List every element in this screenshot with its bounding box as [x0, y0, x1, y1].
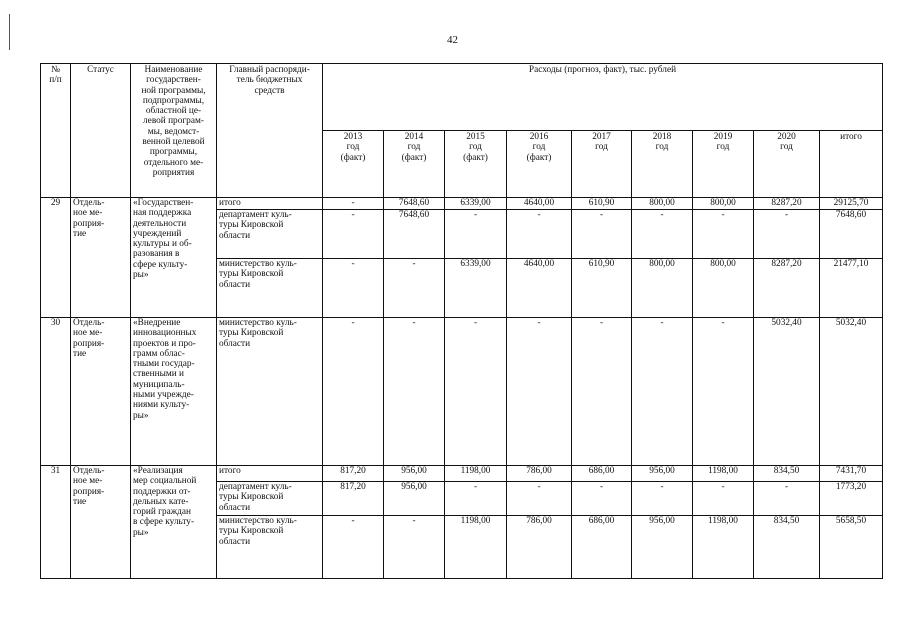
header-year-3: 2015 год (факт) — [463, 132, 488, 163]
header-budget-holder: Главный распоряди- тель бюджетных средств — [229, 65, 310, 96]
expense-value: - — [721, 482, 725, 492]
expense-value: - — [351, 318, 355, 328]
expense-value: - — [660, 482, 664, 492]
row-status: Отдель- ное ме- роприя- тие — [73, 198, 105, 239]
expense-value: 5658,50 — [835, 516, 867, 526]
expense-value: 956,00 — [649, 466, 675, 476]
header-year-1: 2013 год (факт) — [340, 132, 366, 163]
expense-value: 956,00 — [401, 466, 427, 476]
expense-value: 800,00 — [710, 259, 736, 269]
budget-holder: министерство куль- туры Кировской области — [219, 318, 297, 349]
expense-value: 4640,00 — [523, 198, 555, 208]
expense-value: 29125,70 — [833, 198, 869, 208]
expense-value: - — [351, 259, 355, 269]
expense-value: 786,00 — [526, 516, 552, 526]
row-program-name: «Внедрение инновационных проектов и про- грамм облас- тными государ- ственными и муниципаль- ными учрежде- ниями культу- ры» — [133, 318, 197, 421]
expense-value: 6339,00 — [460, 198, 491, 208]
header-year-2: 2014 год (факт) — [401, 132, 427, 163]
expense-value: 1773,20 — [835, 482, 867, 492]
expense-value: 8287,20 — [771, 259, 802, 269]
table-border-top — [40, 63, 883, 64]
expense-value: 800,00 — [649, 259, 675, 269]
expense-value: 956,00 — [401, 482, 427, 492]
expense-value: - — [351, 516, 355, 526]
expense-value: - — [537, 318, 541, 328]
row-status: Отдель- ное ме- роприя- тие — [73, 466, 105, 507]
expense-value: 1198,00 — [460, 466, 491, 476]
row-status: Отдель- ное ме- роприя- тие — [73, 318, 105, 359]
expense-value: 7648,60 — [835, 210, 867, 220]
budget-holder: министерство куль- туры Кировской области — [219, 516, 297, 547]
expense-value: 610,90 — [588, 259, 615, 269]
expense-value: - — [351, 198, 355, 208]
expense-value: - — [599, 210, 604, 220]
expense-value: - — [473, 482, 478, 492]
expense-value: 7648,60 — [398, 198, 430, 208]
row-separator — [40, 578, 882, 579]
expense-value: 5032,40 — [771, 318, 802, 328]
header-status: Статус — [87, 65, 114, 75]
expense-value: 800,00 — [710, 198, 736, 208]
expense-value: - — [599, 318, 604, 328]
header-expenses: Расходы (прогноз, факт), тыс. рублей — [528, 65, 677, 75]
expense-value: 834,50 — [773, 516, 800, 526]
expense-value: - — [721, 318, 725, 328]
expense-value: 7431,70 — [835, 466, 867, 476]
budget-holder: итого — [219, 198, 241, 208]
budget-holder: департамент куль- туры Кировской области — [219, 210, 292, 241]
budget-holder: итого — [219, 466, 241, 476]
expense-value: 1198,00 — [708, 466, 738, 476]
row-program-name: «Государствен- ная поддержка деятельности учреждений культуры и об- разования в сфере культу- ры» — [133, 198, 194, 281]
header-number: № п/п — [49, 65, 62, 86]
expense-value: 834,50 — [773, 466, 800, 476]
expense-value: 8287,20 — [771, 198, 802, 208]
row-program-name: «Реализация мер социальной поддержки от- дельных кате- горий граждан в сфере культу- ры» — [133, 466, 197, 538]
expense-value: 21477,10 — [833, 259, 869, 269]
header-year-divider — [322, 130, 882, 131]
expense-value: 6339,00 — [460, 259, 491, 269]
row-number: 30 — [50, 318, 61, 328]
budget-holder: департамент куль- туры Кировской области — [219, 482, 292, 513]
expense-value: - — [537, 482, 541, 492]
expense-value: - — [412, 516, 416, 526]
budget-holder: министерство куль- туры Кировской области — [219, 259, 297, 290]
table-border-right — [882, 63, 883, 579]
expense-value: - — [660, 318, 664, 328]
expense-value: 610,90 — [588, 198, 615, 208]
expense-value: - — [721, 210, 725, 220]
expense-value: 956,00 — [649, 516, 675, 526]
expense-value: 686,00 — [588, 516, 615, 526]
expense-value: 817,20 — [340, 482, 366, 492]
header-year-8: 2020 год — [777, 132, 796, 153]
expense-value: 5032,40 — [835, 318, 867, 328]
expense-value: - — [660, 210, 664, 220]
row-number: 29 — [50, 198, 61, 208]
header-year-5: 2017 год — [592, 132, 611, 153]
header-year-9: итого — [840, 132, 862, 142]
expense-value: - — [412, 259, 416, 269]
page-number: 42 — [447, 34, 458, 46]
expense-value: 786,00 — [526, 466, 552, 476]
header-year-7: 2019 год — [713, 132, 733, 153]
expense-value: 1198,00 — [708, 516, 738, 526]
expense-value: 1198,00 — [460, 516, 491, 526]
header-year-6: 2018 год — [652, 132, 672, 153]
expense-value: 800,00 — [649, 198, 675, 208]
header-program-name: Наименование государствен- ной программы, подпрограммы, областной це- левой програм- мы, ведомст- венной целевой программы, отдельного ме- роприятия — [141, 65, 206, 178]
expense-value: 686,00 — [588, 466, 615, 476]
expense-value: - — [473, 210, 478, 220]
expense-value: - — [784, 210, 789, 220]
expense-value: 7648,60 — [398, 210, 430, 220]
expense-value: - — [473, 318, 478, 328]
expense-value: - — [784, 482, 789, 492]
expense-value: - — [412, 318, 416, 328]
expense-value: - — [599, 482, 604, 492]
header-year-4: 2016 год (факт) — [526, 132, 552, 163]
row-number: 31 — [50, 466, 61, 476]
expense-value: 4640,00 — [523, 259, 555, 269]
expense-value: 817,20 — [340, 466, 366, 476]
expense-value: - — [537, 210, 541, 220]
expense-value: - — [351, 210, 355, 220]
